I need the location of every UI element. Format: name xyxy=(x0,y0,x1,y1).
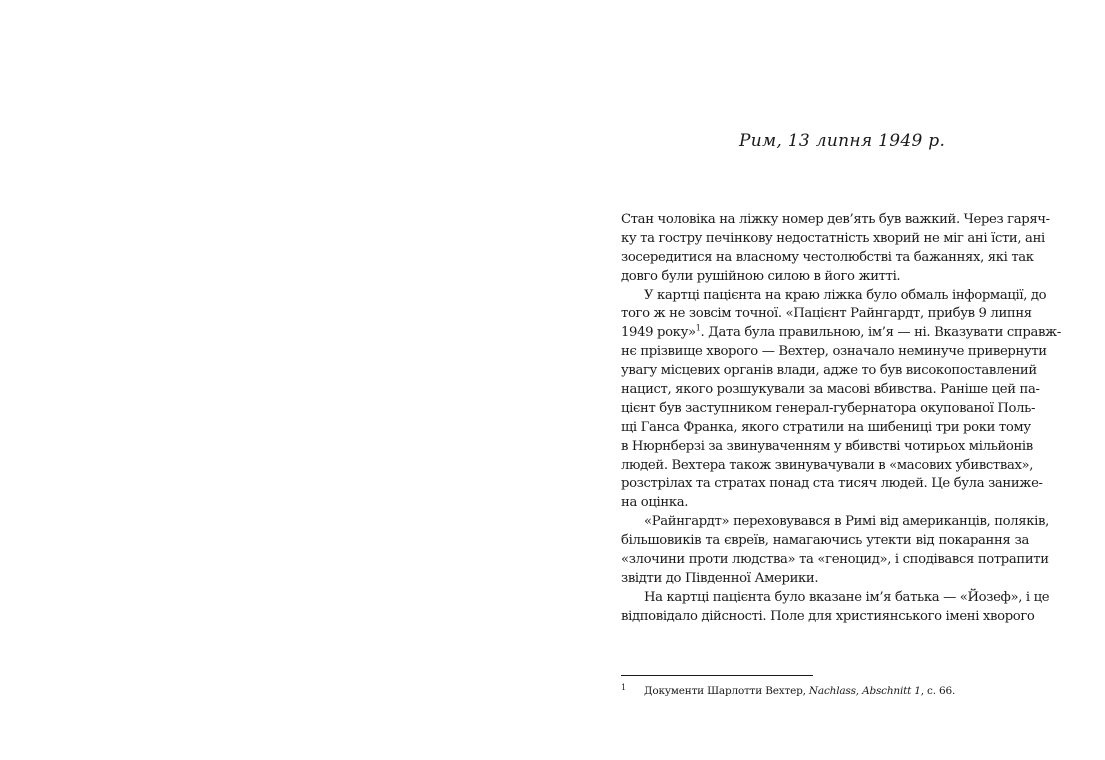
text-line: «Райнгардт» переховувався в Римі від американців, поляків, xyxy=(644,514,1049,530)
text-line: «злочини проти людства» та «геноцид», і сподівався потрапити xyxy=(621,552,1049,568)
text-fragment: . Дата була правильною, ім’я — ні. Вказувати справж- xyxy=(700,325,1061,341)
text-line: того ж не зовсім точної. «Пацієнт Райнгардт, прибув 9 липня xyxy=(621,306,1032,322)
text-line: людей. Вехтера також звинувачували в «масових убивствах», xyxy=(621,457,1034,473)
text-line-with-footnote xyxy=(621,323,1061,343)
footnote-text-before: Документи Шарлотти Вехтер, xyxy=(644,685,809,697)
chapter-dateline: Рим, 13 липня 1949 р. xyxy=(739,131,946,151)
body-text xyxy=(621,211,1061,627)
text-line: У картці пацієнта на краю ліжка було обмаль інформації, до xyxy=(644,287,1047,303)
text-line: на оцінка. xyxy=(621,495,689,511)
footnote-divider xyxy=(621,675,813,676)
footnote-number: 1 xyxy=(621,683,627,692)
text-line: цієнт був заступником генерал-губернатора окупованої Поль- xyxy=(621,400,1036,416)
text-line: На картці пацієнта було вказане ім’я батька — «Йозеф», і це xyxy=(644,589,1050,605)
text-line: щі Ганса Франка, якого стратили на шибениці три роки тому xyxy=(621,419,1031,435)
footnote-italic-source: Nachlass, Abschnitt 1 xyxy=(808,685,921,697)
left-page xyxy=(0,0,552,760)
text-line: увагу місцевих органів влади, адже то був високопоставлений xyxy=(621,363,1037,379)
text-line: Стан чоловіка на ліжку номер дев’ять був важкий. Через гаряч- xyxy=(621,212,1050,227)
text-line: звідти до Південної Америки. xyxy=(621,570,819,586)
text-line: нацист, якого розшукували за масові вбивства. Раніше цей па- xyxy=(621,382,1040,398)
text-line: більшовиків та євреїв, намагаючись утекти від покарання за xyxy=(621,533,1029,549)
text-line: нє прізвище хворого — Вехтер, означало неминуче привернути xyxy=(621,344,1047,360)
text-fragment: 1949 року» xyxy=(621,325,696,341)
text-line: ку та гостру печінкову недостатність хворий не міг ані їсти, ані xyxy=(621,230,1045,246)
text-line: в Нюрнберзі за звинуваченням у вбивстві чотирьох мільйонів xyxy=(621,438,1033,454)
text-line: довго були рушійною силою в його житті. xyxy=(621,268,901,284)
footnote-text-after: , с. 66. xyxy=(920,685,956,697)
footnote-reference[interactable]: 1 xyxy=(695,323,701,333)
text-line: розстрілах та стратах понад ста тисяч людей. Це була занижe- xyxy=(621,476,1043,492)
text-line: зосередитися на власному честолюбстві та бажаннях, які так xyxy=(621,249,1034,265)
text-line: відповідало дійсності. Поле для християнського імені хворого xyxy=(621,608,1035,624)
footnote-text xyxy=(644,685,955,697)
